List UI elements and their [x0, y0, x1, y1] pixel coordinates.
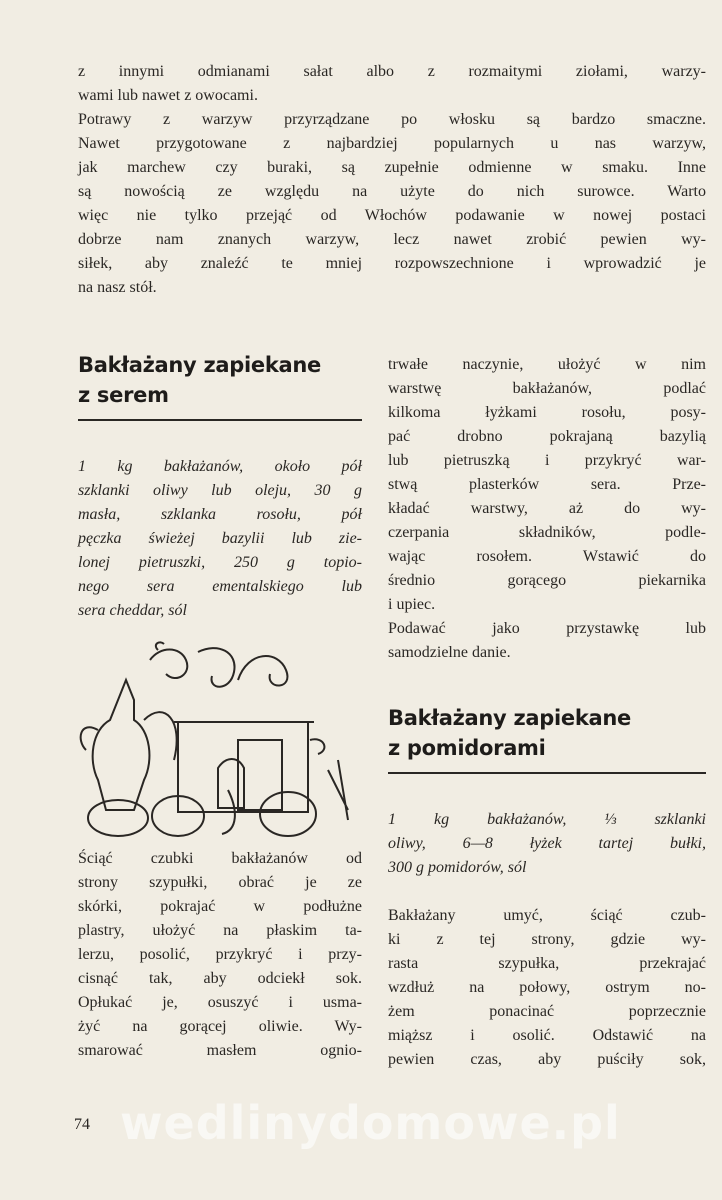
text-line: miąższ i osolić. Odstawić na — [388, 1027, 706, 1044]
recipe2-title — [388, 703, 631, 763]
text-line: są nowością ze względu na użyte do nich surowce. Warto — [78, 183, 706, 200]
text-line: czerpania składników, podle- — [388, 524, 706, 541]
recipe1-divider — [78, 419, 362, 421]
text-line: samodzielne danie. — [388, 644, 511, 661]
recipe1-title — [78, 350, 321, 410]
recipe2-title-line2: z pomidorami — [388, 736, 546, 760]
text-line: Potrawy z warzyw przyrządzane po włosku są bardzo smaczne. — [78, 111, 706, 128]
text-line: żem ponacinać poprzecznie — [388, 1003, 706, 1020]
text-line: żyć na gorącej oliwie. Wy- — [78, 1018, 362, 1035]
text-line: sera cheddar, sól — [78, 602, 187, 619]
recipe1-ingredients — [78, 455, 362, 623]
text-line: nego sera ementalskiego lub — [78, 578, 362, 595]
text-line: trwałe naczynie, ułożyć w nim — [388, 356, 706, 373]
intro-text — [78, 60, 706, 300]
text-line: stwą plasterków sera. Prze- — [388, 476, 706, 493]
text-line: 1 kg bakłażanów, około pół — [78, 458, 362, 475]
text-line: dobrze nam znanych warzyw, lecz nawet zrobić pewien wy- — [78, 231, 706, 248]
text-line: więc nie tylko przejąć od Włochów podawanie w nowej postaci — [78, 207, 706, 224]
text-line: rasta szypułka, przekrajać — [388, 955, 706, 972]
watermark: wedlinydomowe.pl — [120, 1096, 621, 1150]
recipe2-title-line1: Bakłażany zapiekane — [388, 706, 631, 730]
text-line: 300 g pomidorów, sól — [388, 859, 527, 876]
text-line: Opłukać je, osuszyć i usma- — [78, 994, 362, 1011]
text-line: cisnąć tak, aby odciekł sok. — [78, 970, 362, 987]
text-line: lub pietruszką i przykryć war- — [388, 452, 706, 469]
text-line: Ściąć czubki bakłażanów od — [78, 850, 362, 867]
text-line: średnio gorącego piekarnika — [388, 572, 706, 589]
text-line: oliwy, 6—8 łyżek tartej bułki, — [388, 835, 706, 852]
text-line: lonej pietruszki, 250 g topio- — [78, 554, 362, 571]
text-line: siłek, aby znaleźć te mniej rozpowszechnione i wprowadzić je — [78, 255, 706, 272]
text-line: pać drobno pokrajaną bazylią — [388, 428, 706, 445]
text-line: ki z tej strony, gdzie wy- — [388, 931, 706, 948]
recipe1-title-line1: Bakłażany zapiekane — [78, 353, 321, 377]
text-line: kładać warstwy, aż do wy- — [388, 500, 706, 517]
text-line: wami lub nawet z owocami. — [78, 87, 258, 104]
text-line: Nawet przygotowane z najbardziej popularnych u nas warzyw, — [78, 135, 706, 152]
recipe2-divider — [388, 772, 706, 774]
text-line: i upiec. — [388, 596, 436, 613]
text-line: skórki, pokrajać w podłużne — [78, 898, 362, 915]
text-line: Podawać jako przystawkę lub — [388, 620, 706, 637]
text-line: warstwę bakłażanów, podlać — [388, 380, 706, 397]
text-line: masła, szklanka rosołu, pół — [78, 506, 362, 523]
text-line: 1 kg bakłażanów, ⅓ szklanki — [388, 811, 706, 828]
text-line: smarować masłem ognio- — [78, 1042, 362, 1059]
text-line: plastry, ułożyć na płaskim ta- — [78, 922, 362, 939]
text-line: z innymi odmianami sałat albo z rozmaitymi ziołami, warzy- — [78, 63, 706, 80]
text-line: wzdłuż na połowy, ostrym no- — [388, 979, 706, 996]
recipe1-title-line2: z serem — [78, 383, 169, 407]
recipe2-instructions — [388, 904, 706, 1072]
text-line: szklanki oliwy lub oleju, 30 g — [78, 482, 362, 499]
text-line: pęczka świeżej bazylii lub zie- — [78, 530, 362, 547]
recipe1-instructions-right — [388, 353, 706, 665]
text-line: wając rosołem. Wstawić do — [388, 548, 706, 565]
text-line: na nasz stół. — [78, 279, 157, 296]
recipe2-ingredients — [388, 808, 706, 880]
kitchen-illustration — [78, 640, 364, 840]
text-line: jak marchew czy buraki, są zupełnie odmienne w smaku. Inne — [78, 159, 706, 176]
text-line: kilkoma łyżkami rosołu, posy- — [388, 404, 706, 421]
page-number: 74 — [74, 1116, 90, 1133]
text-line: pewien czas, aby puściły sok, — [388, 1051, 706, 1068]
text-line: strony szypułki, obrać je ze — [78, 874, 362, 891]
text-line: lerzu, posolić, przykryć i przy- — [78, 946, 362, 963]
recipe1-instructions-left — [78, 847, 362, 1063]
text-line: Bakłażany umyć, ściąć czub- — [388, 907, 706, 924]
